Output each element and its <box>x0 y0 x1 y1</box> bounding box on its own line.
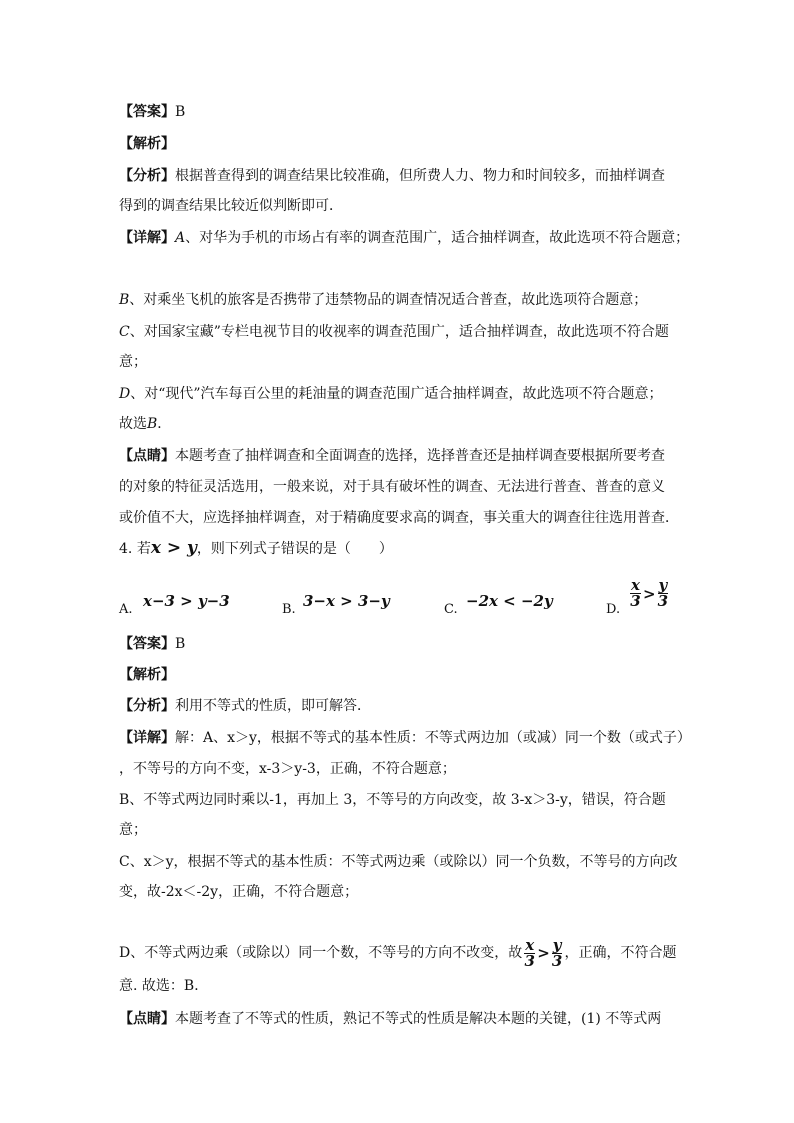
choose-letter: B <box>147 416 158 432</box>
denominator: 3 <box>551 951 563 970</box>
option-letter: C <box>119 324 130 340</box>
detail-text: ，正确，不符合题 <box>564 945 677 961</box>
fenxi-tag: 【分析】 <box>119 698 175 714</box>
dianjing-tag: 【点睛】 <box>119 448 175 464</box>
detail-line-2d <box>119 932 676 973</box>
detail-text: 变，故-2x＜-2y，正确，不符合题意； <box>119 884 359 900</box>
denominator: 3 <box>630 592 641 610</box>
xiangjie-line-a <box>119 228 689 248</box>
xiangjie-line-2a <box>119 728 691 748</box>
option-d-label: D. <box>606 602 621 617</box>
detail-text: D、不等式两边乘（或除以）同一个数，不等号的方向不改变，故 <box>119 945 523 961</box>
fenxi-text: 得到的调查结果比较近似判断即可． <box>119 198 343 214</box>
detail-text: 、对“现代”汽车每百公里的耗油量的调查范围广适合抽样调查，故此选项不符合题意； <box>130 386 663 402</box>
fraction-y-over-3 <box>551 935 563 970</box>
option-c-expr: −2x < −2y <box>466 592 553 610</box>
detail-text: 意； <box>119 822 147 838</box>
detail-text: 、对国家宝藏”专栏电视节目的收视率的调查范围广，适合抽样调查，故此选项不符合题 <box>129 324 669 340</box>
answer-value: B <box>175 104 186 120</box>
choose-post: ． <box>157 416 172 432</box>
option-letter: A <box>175 230 186 246</box>
fraction-x-over-3 <box>630 578 641 609</box>
fenxi-text: 根据普查得到的调查结果比较准确，但所费人力、物力和时间较多，而抽样调查 <box>175 168 665 184</box>
analysis-tag: 【解析】 <box>119 667 175 683</box>
detail-text: ，不等号的方向不变，x-3＞y-3，正确，不符合题意； <box>119 761 456 777</box>
answer-tag: 【答案】 <box>119 104 175 120</box>
relation: > <box>642 584 656 603</box>
dianjing-line-3 <box>119 508 679 528</box>
option-a-label: A. <box>119 602 133 617</box>
detail-line-2a2 <box>119 759 456 779</box>
denominator: 3 <box>524 951 535 970</box>
detail-text: B、不等式两边同时乘以-1，再加上 3，不等号的方向改变，故 3-x＞3-y，错误，符合题 <box>119 792 666 808</box>
detail-line-2b <box>119 790 666 810</box>
dianjing-text: 本题考查了不等式的性质，熟记不等式的性质是解决本题的关键，(1) 不等式两 <box>175 1011 662 1027</box>
detail-line-c2 <box>119 352 147 372</box>
inline-fraction-inequality <box>524 932 562 973</box>
fenxi-tag: 【分析】 <box>119 168 175 184</box>
option-a-expr: x−3 > y−3 <box>143 592 230 610</box>
option-c-label: C. <box>444 602 458 617</box>
detail-line-c <box>119 322 669 342</box>
choose-line <box>119 414 171 434</box>
detail-line-d <box>119 384 663 404</box>
numerator: y <box>658 576 668 594</box>
numerator: x <box>631 576 640 594</box>
detail-text: 、对华为手机的市场占有率的调查范围广，适合抽样调查，故此选项不符合题意； <box>185 230 690 246</box>
detail-line-2d2 <box>119 976 208 996</box>
question-number: 4. <box>119 541 133 557</box>
dianjing-line-2 <box>119 477 665 497</box>
detail-text: 、对乘坐飞机的旅客是否携带了违禁物品的调查情况适合普查，故此选项符合题意； <box>129 292 648 308</box>
fenxi-text: 利用不等式的性质，即可解答． <box>175 698 371 714</box>
option-b-label: B. <box>282 602 296 617</box>
detail-line-2c <box>119 852 678 872</box>
analysis-heading-1 <box>119 134 175 154</box>
dianjing-text: 本题考查了抽样调查和全面调查的选择，选择普查还是抽样调查要根据所要考查 <box>175 448 665 464</box>
fenxi-line-1 <box>119 166 665 186</box>
stem-post: ，则下列式子错误的是（ ） <box>196 541 393 557</box>
fenxi-line-2 <box>119 196 343 216</box>
dianjing-text: 的对象的特征灵活选用，一般来说，对于具有破坏性的调查、无法进行普查、普查的意义 <box>119 479 665 495</box>
dianjing-line-1 <box>119 446 665 466</box>
relation: > <box>537 944 550 962</box>
option-letter: B <box>119 292 130 308</box>
question-stem <box>119 538 393 559</box>
dianjing-text: 或价值不大，应选择抽样调查，对于精确度要求高的调查，事关重大的调查往往选用普查． <box>119 510 679 526</box>
denominator: 3 <box>657 592 669 610</box>
fraction-y-over-3 <box>658 578 669 609</box>
analysis-tag: 【解析】 <box>119 136 175 152</box>
xiangjie-tag: 【详解】 <box>119 230 175 246</box>
detail-line-2c2 <box>119 882 358 902</box>
stem-math: x > y <box>150 538 197 558</box>
detail-line-b <box>119 290 647 310</box>
numerator: y <box>552 935 562 954</box>
detail-text: C、x＞y，根据不等式的基本性质：不等式两边乘（或除以）同一个负数，不等号的方向改 <box>119 854 678 870</box>
answer-value: B <box>175 636 186 652</box>
detail-text: 意. 故选：B． <box>119 978 209 994</box>
answer-line-1 <box>119 102 185 122</box>
fraction-x-over-3 <box>524 935 535 970</box>
stem-pre: 若 <box>136 541 151 557</box>
option-letter: D <box>119 386 131 402</box>
analysis-heading-2 <box>119 665 175 685</box>
detail-text: 意； <box>119 354 147 370</box>
detail-line-2b2 <box>119 820 147 840</box>
answer-tag: 【答案】 <box>119 636 175 652</box>
option-d-expr <box>630 578 668 609</box>
choose-text: 故选 <box>119 416 147 432</box>
detail-text: 解：A、x＞y，根据不等式的基本性质：不等式两边加（或减）同一个数（或式子） <box>175 730 691 746</box>
option-b-expr: 3−x > 3−y <box>303 592 390 610</box>
dianjing-tag: 【点睛】 <box>119 1011 175 1027</box>
answer-line-2 <box>119 634 185 654</box>
xiangjie-tag: 【详解】 <box>119 730 175 746</box>
numerator: x <box>525 935 535 954</box>
fenxi-line-2b <box>119 696 371 716</box>
dianjing-line-2 <box>119 1009 661 1029</box>
